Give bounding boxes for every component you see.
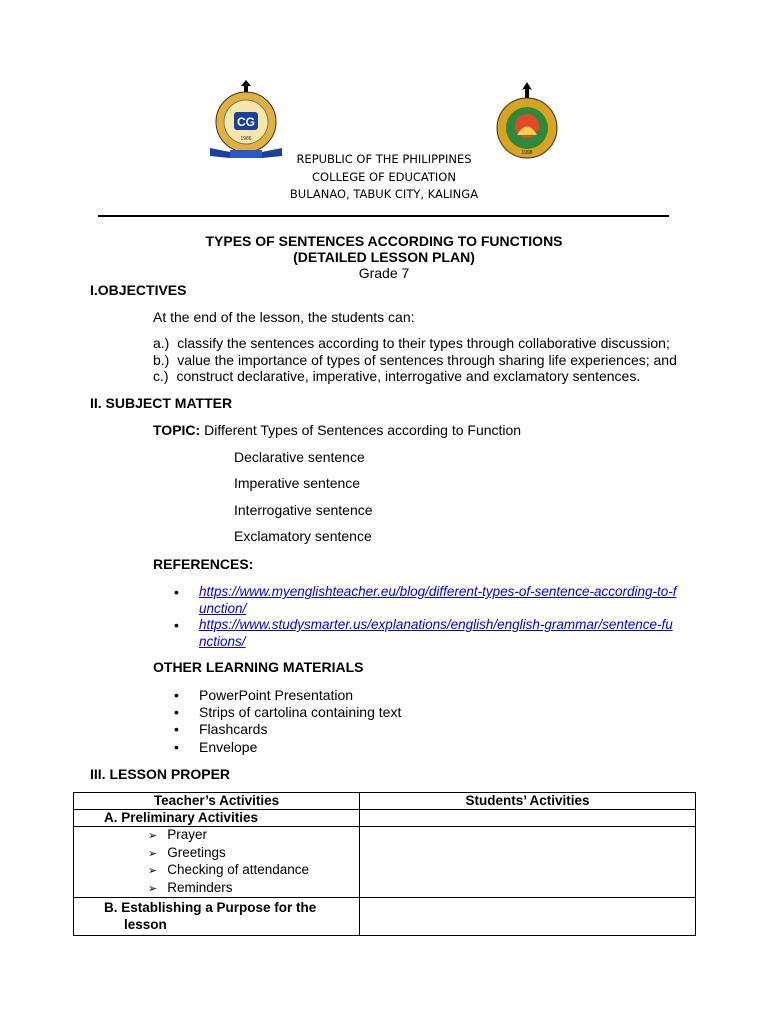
reference-link[interactable]: https://www.myenglishteacher.eu/blog/different-types-of-sentence-according-to-function/: [199, 584, 677, 616]
list-item: [148, 827, 359, 845]
section-b-line: B. Establishing a Purpose for the: [104, 900, 317, 915]
header-line-address: BULANAO, TABUK CITY, KALINGA: [289, 187, 479, 201]
objective-text: construct declarative, imperative, interrogative and exclamatory sentences.: [176, 368, 641, 384]
header-line-republic: REPUBLIC OF THE PHILIPPINES: [296, 152, 472, 166]
list-item-text: Greetings: [167, 844, 226, 860]
table-row: [74, 827, 696, 898]
material-item: Strips of cartolina containing text: [199, 704, 402, 720]
lesson-proper-heading: III. LESSON PROPER: [90, 766, 231, 782]
table-row: [74, 810, 696, 827]
grade-level: Grade 7: [358, 265, 410, 281]
bullet-icon: •: [174, 584, 179, 600]
arrow-bullet-icon: ➢: [148, 865, 158, 877]
table-header-row: [74, 793, 696, 810]
list-item-text: Reminders: [167, 879, 233, 895]
list-item: [148, 862, 359, 880]
objective-item: [153, 335, 670, 351]
header-line-college: COLLEGE OF EDUCATION: [312, 170, 456, 184]
material-item: Flashcards: [199, 721, 268, 737]
section-a-items-cell: [74, 827, 360, 898]
bullet-icon: •: [174, 721, 179, 737]
section-a-cell: A. Preliminary Activities: [74, 810, 360, 827]
sentence-type-item: Interrogative sentence: [234, 502, 373, 518]
objectives-heading: I.OBJECTIVES: [90, 282, 187, 298]
lesson-table: [73, 792, 696, 936]
bullet-icon: •: [174, 739, 179, 755]
arrow-bullet-icon: ➢: [148, 847, 158, 860]
bullet-icon: •: [174, 617, 179, 633]
table-row: [74, 898, 696, 936]
arrow-bullet-icon: ➢: [148, 882, 158, 895]
objective-marker: b.): [153, 352, 170, 368]
objective-marker: a.): [153, 335, 170, 351]
bullet-icon: •: [174, 704, 179, 720]
reference-link[interactable]: https://www.studysmarter.us/explanations/english/english-grammar/sentence-functions/: [199, 617, 673, 649]
objective-item: [153, 368, 640, 384]
list-item: [148, 845, 359, 863]
arrow-bullet-icon: ➢: [148, 830, 158, 842]
material-item: PowerPoint Presentation: [199, 687, 354, 703]
bullet-icon: •: [174, 687, 179, 703]
topic-line: [153, 422, 521, 438]
objective-item: [153, 352, 677, 368]
list-item-text: Checking of attendance: [167, 862, 310, 877]
header-divider: [98, 215, 669, 217]
student-cell: [360, 898, 696, 936]
sentence-type-item: Imperative sentence: [234, 475, 361, 491]
section-b-line: lesson: [124, 917, 167, 932]
students-activities-header: Students’ Activities: [360, 793, 696, 810]
document-title: TYPES OF SENTENCES ACCORDING TO FUNCTIONS: [205, 233, 563, 249]
svg-text:CG: CG: [237, 115, 255, 129]
document-subtitle: (DETAILED LESSON PLAN): [293, 249, 475, 265]
objective-marker: c.): [153, 368, 169, 384]
material-item: Envelope: [199, 739, 258, 755]
student-cell: [360, 827, 696, 898]
objective-text: value the importance of types of sentences through sharing life experiences; and: [177, 352, 677, 368]
sentence-type-item: Declarative sentence: [234, 449, 365, 465]
topic-text: Different Types of Sentences according to Function: [204, 422, 522, 438]
sentence-type-item: Exclamatory sentence: [234, 528, 372, 544]
student-cell: [360, 810, 696, 827]
objective-text: classify the sentences according to their types through collaborative discussion;: [177, 335, 670, 351]
subject-matter-heading: II. SUBJECT MATTER: [90, 395, 233, 411]
materials-heading: OTHER LEARNING MATERIALS: [153, 659, 364, 675]
list-item: [148, 880, 359, 898]
topic-label: TOPIC:: [153, 422, 201, 438]
svg-text:1998: 1998: [521, 150, 533, 156]
objectives-intro: At the end of the lesson, the students can:: [153, 309, 415, 325]
university-logo-right: [492, 80, 562, 160]
references-heading: REFERENCES:: [153, 556, 254, 572]
svg-text:1986: 1986: [240, 136, 252, 142]
section-b-cell: [74, 898, 360, 936]
list-item-text: Prayer: [167, 827, 207, 842]
teacher-activities-header: Teacher’s Activities: [74, 793, 360, 810]
